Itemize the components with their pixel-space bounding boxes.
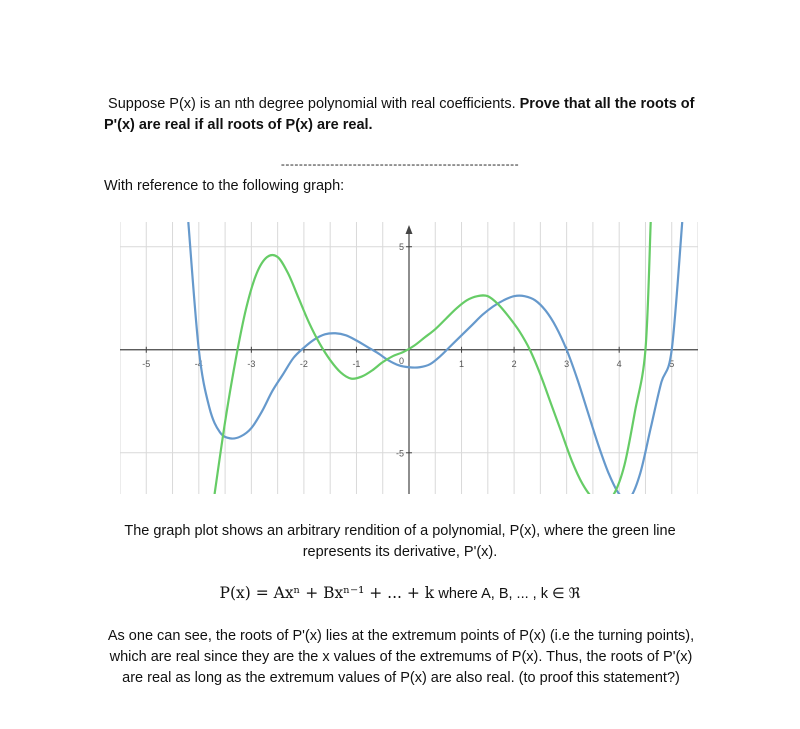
x-tick-label: 5 <box>669 358 675 369</box>
x-tick-label: 2 <box>511 358 517 369</box>
origin-label: 0 <box>398 355 404 366</box>
x-tick-label: -4 <box>194 358 203 369</box>
question-text: Suppose P(x) is an nth degree polynomial with real coefficients. <box>108 96 516 112</box>
reference-text: With reference to the following graph: <box>104 178 345 194</box>
x-tick-label: 3 <box>564 358 570 369</box>
formula-text: where A, B, ... , k ∈ ℜ <box>438 586 581 602</box>
y-tick-label: -5 <box>395 448 404 459</box>
formula-math: P(x) = Axⁿ + Bxⁿ⁻¹ + ... + k <box>219 584 435 602</box>
x-tick-label: -5 <box>142 358 151 369</box>
x-tick-label: 4 <box>616 358 622 369</box>
question-bold-text: Prove that all the roots of P'(x) are real if all roots of P(x) are real. <box>104 96 695 133</box>
x-tick-label: 1 <box>459 358 465 369</box>
x-tick-label: -1 <box>352 358 361 369</box>
x-tick-label: -3 <box>247 358 256 369</box>
conclusion-text: As one can see, the roots of P'(x) lies at the extremum points of P(x) (i.e the turning points), which are real since they are the x values of the extremums of P(x). Thus, the roots of P'(x) are real as long as the extremum values of P(x) are also real. (to proof this statement?) <box>107 628 695 686</box>
x-tick-label: -2 <box>299 358 308 369</box>
polynomial-graph <box>120 222 698 494</box>
explanation-text: The graph plot shows an arbitrary rendition of a polynomial, P(x), where the green line represents its derivative, P'(x). <box>124 523 676 560</box>
formula <box>0 584 800 602</box>
y-axis-arrow <box>406 225 413 234</box>
question-paragraph <box>104 94 700 136</box>
y-tick-label: 5 <box>398 242 404 253</box>
divider-line: ----------------------------------------------------- <box>280 157 520 171</box>
